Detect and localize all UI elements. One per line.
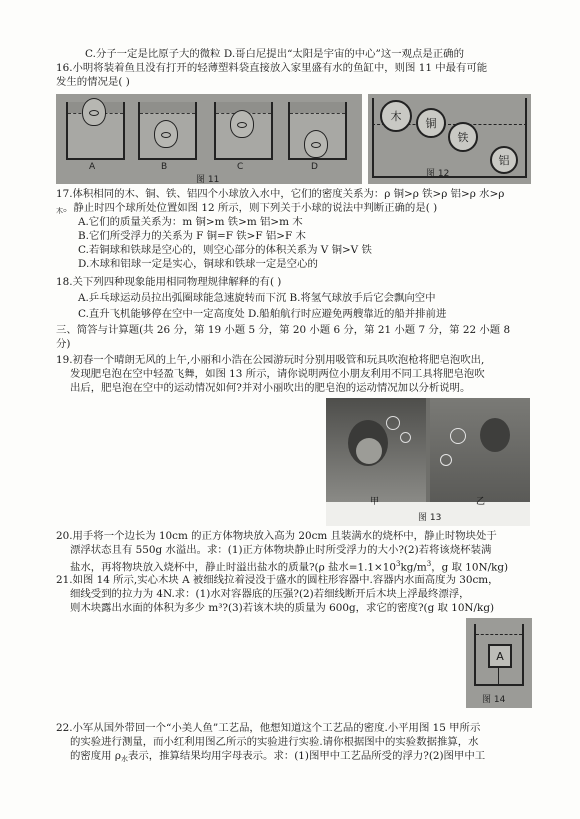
fish-bag-icon — [82, 98, 106, 126]
wood-block-a: A — [488, 644, 512, 668]
bubble-icon — [386, 416, 400, 430]
figure-13-caption: 图 13 — [418, 513, 442, 523]
q22-stem-3: 的密度用 $\rho_水$表示，推算结果均用字母表示。求：(1)图甲中工艺品所受的浮力?(2)图甲中工 — [70, 750, 486, 763]
tank-d — [288, 102, 347, 160]
label-d: D — [311, 162, 318, 172]
q20-stem: 20.用手将一个边长为 10cm 的正方体物块放入高为 20cm 且装满水的烧杯中，静止时物块处于 — [56, 530, 497, 542]
section-3-heading: 三、简答与计算题(共 26 分，第 19 小题 5 分，第 20 小题 6 分，第 21 小题 7 分，第 22 小题 8 — [56, 324, 511, 336]
figure-12-caption: 图 12 — [426, 169, 450, 179]
q18-options-ab: A.乒乓球运动员拉出弧圈球能急速旋转而下沉 B.将氢气球放手后它会飘向空中 — [78, 292, 436, 304]
q17-stem-cont: $_木$。静止时四个球所处位置如图 12 所示，则下列关于小球的说法中判断正确的是( ) — [56, 202, 438, 215]
label-b: B — [161, 162, 168, 172]
label-yi: 乙 — [476, 497, 486, 507]
tank-b — [138, 102, 197, 160]
q17-option-b: B.它们所受浮力的关系为 F 铜=F 铁>F 铝>F 木 — [78, 230, 306, 242]
tank-c — [214, 102, 273, 160]
q18-options-cd: C.直升飞机能够停在空中一定高度处 D.船舶航行时应避免两艘靠近的船并排前进 — [78, 308, 447, 320]
figure-14-caption: 图 14 — [482, 695, 506, 705]
q21-stem-3: 则木块露出水面的体积为多少 m³?(3)若该木块的质量为 600g，求它的密度?(g 取 10N/kg) — [70, 602, 495, 614]
figure-13 — [326, 398, 530, 526]
q19-stem: 19.初春一个晴朗无风的上午,小丽和小浩在公园游玩时分别用吸管和玩具吹泡枪将肥皂泡吹出, — [56, 354, 485, 366]
q17-stem: 17.体积相同的木、铜、铁、铝四个小球放入水中，它们的密度关系为：ρ 铜>ρ 铁>ρ 铝>ρ 水>ρ — [56, 188, 505, 200]
bubble-icon — [440, 454, 452, 466]
label-jia: 甲 — [370, 497, 380, 507]
q19-stem-2: 发现肥皂泡在空中轻盈飞舞，如图 13 所示，请你说明两位小朋友利用不同工具将肥皂泡吹 — [70, 368, 485, 380]
photo-yi — [430, 398, 530, 502]
figure-11-caption: 图 11 — [196, 175, 220, 184]
section-3-heading-cont: 分) — [56, 338, 71, 350]
q20-stem-3: 盐水，再将物块放入烧杯中，静止时溢出盐水的质量?(ρ 盐水$=1.1\times 10^3kg/m^3$，g 取 10N/kg) — [70, 560, 509, 574]
q15-options-cd: C.分子一定是比原子大的微粒 D.哥白尼提出“太阳是宇宙的中心”这一观点是正确的 — [85, 48, 464, 60]
fish-bag-icon — [154, 120, 178, 148]
q21-stem-2: 细线受到的拉力为 4N.求：(1)水对容器底的压强?(2)若细线断开后木块上浮最终漂浮， — [70, 588, 470, 600]
string-line — [498, 666, 499, 684]
figure-14 — [466, 618, 532, 708]
copper-ball-icon: 铜 — [416, 108, 446, 138]
fish-bag-icon — [304, 130, 328, 158]
bubble-icon — [450, 428, 466, 444]
q17-option-a: A.它们的质量关系为：m 铜>m 铁>m 铝>m 木 — [78, 216, 303, 228]
q21-stem: 21.如图 14 所示,实心木块 A 被细线拉着浸没于盛水的圆柱形容器中.容器内水面高度为 30cm， — [56, 574, 499, 586]
fish-bag-icon — [230, 110, 254, 138]
tank-a — [66, 102, 125, 160]
label-a: A — [89, 162, 96, 172]
q22-stem-2: 的实验进行测量，而小红利用图乙所示的实验进行实验.请你根据图中的实验数据推算，水 — [70, 736, 479, 748]
wood-ball-icon: 木 — [380, 100, 412, 132]
child-head-icon — [480, 418, 510, 452]
q17-option-c: C.若铜球和铁球是空心的，则空心部分的体积关系为 V 铜>V 铁 — [78, 244, 372, 256]
q16-stem-cont: 发生的情况是( ) — [56, 76, 130, 88]
q17-option-d: D.木球和铝球一定是实心，铜球和铁球一定是空心的 — [78, 258, 318, 270]
figure-12 — [368, 94, 531, 184]
bubble-icon — [400, 432, 411, 443]
iron-ball-icon: 铁 — [448, 122, 478, 152]
q19-stem-3: 出后，肥皂泡在空中的运动情况如何?并对小丽吹出的肥皂泡的运动情况加以分析说明。 — [70, 382, 471, 394]
aluminum-ball-icon: 铝 — [490, 146, 518, 174]
q18-stem: 18.关下列四种现象能用相同物理规律解释的有( ) — [56, 276, 282, 288]
photo-jia — [326, 398, 426, 502]
q22-stem: 22.小军从国外带回一个“小美人鱼”工艺品，他想知道这个工艺品的密度.小平用图 15 甲所示 — [56, 722, 481, 734]
figure-11 — [56, 94, 362, 184]
q16-stem: 16.小明将装着鱼且没有打开的轻薄塑料袋直接放入家里盛有水的鱼缸中，则图 11 中最有可能 — [56, 62, 488, 74]
label-c: C — [237, 162, 244, 172]
q20-stem-2: 漂浮状态且有 550g 水溢出。求：(1)正方体物块静止时所受浮力的大小?(2)若将该烧杯装满 — [70, 544, 492, 556]
water-surface — [476, 634, 522, 635]
